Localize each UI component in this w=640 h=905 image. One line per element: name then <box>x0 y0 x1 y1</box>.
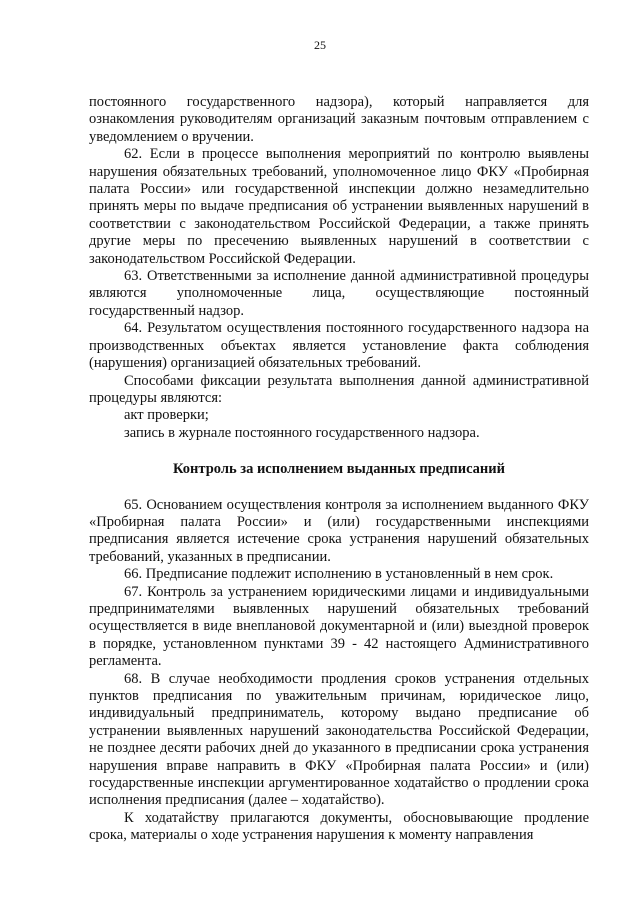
list-item-journal-entry: запись в журнале постоянного государственного надзора. <box>124 424 480 441</box>
paragraph-62: 62. Если в процессе выполнения мероприятий по контролю выявлены нарушения обязательных требований, уполномоченное лицо ФКУ «Пробирная палата России» или государственной инспекции должно незамедлительно принять меры по выдаче предписания об устранении выявленных нарушений в соответствии с законодательством Российской Федерации, а также принять другие меры по пресечению выявленных нарушений в соответствии с законодательством Российской Федерации. <box>89 146 589 267</box>
paragraph-65: 65. Основанием осуществления контроля за исполнением выданного ФКУ «Пробирная палата России» и (или) государственными инспекциями предписания является истечение срока устранения нарушений обязательных требований, указанных в предписании. <box>89 496 589 565</box>
page-number: 25 <box>314 38 326 52</box>
paragraph-66: 66. Предписание подлежит исполнению в установленный в нем срок. <box>124 566 554 583</box>
list-item-inspection-act: акт проверки; <box>124 407 209 424</box>
document-body <box>89 94 589 845</box>
paragraph-fixation-methods: Способами фиксации результата выполнения данной административной процедуры являются: <box>89 372 589 406</box>
paragraph-continuation: постоянного государственного надзора), который направляется для ознакомления руководителям организаций заказным почтовым отправлением с уведомлением о вручении. <box>89 94 589 145</box>
paragraph-63: 63. Ответственными за исполнение данной административной процедуры являются уполномоченные лица, осуществляющие постоянный государственный надзор. <box>89 268 589 319</box>
paragraph-attachments: К ходатайству прилагаются документы, обосновывающие продление срока, материалы о ходе устранения нарушения к моменту направления <box>89 809 589 844</box>
section-heading: Контроль за исполнением выданных предписаний <box>173 461 505 478</box>
paragraph-67: 67. Контроль за устранением юридическими лицами и индивидуальными предпринимателями выявленных нарушений обязательных требований осуществляется в виде внеплановой документарной и (или) выездной проверок в порядке, установленном пунктами 39 - 42 настоящего Административного регламента. <box>89 583 589 670</box>
paragraph-64: 64. Результатом осуществления постоянного государственного надзора на производственных объектах является установление факта соблюдения (нарушения) организацией обязательных требований. <box>89 320 589 372</box>
paragraph-68: 68. В случае необходимости продления сроков устранения отдельных пунктов предписания по уважительным причинам, юридическое лицо, индивидуальный предприниматель, которому выдано предписание об устранении выявленных нарушений законодательства Российской Федерации, не позднее десяти рабочих дней до указанного в предписании срока устранения нарушения вправе направить в ФКУ «Пробирная палата России» и (или) государственные инспекции аргументированное ходатайство о продлении срока исполнения предписания (далее – ходатайство). <box>89 670 589 809</box>
